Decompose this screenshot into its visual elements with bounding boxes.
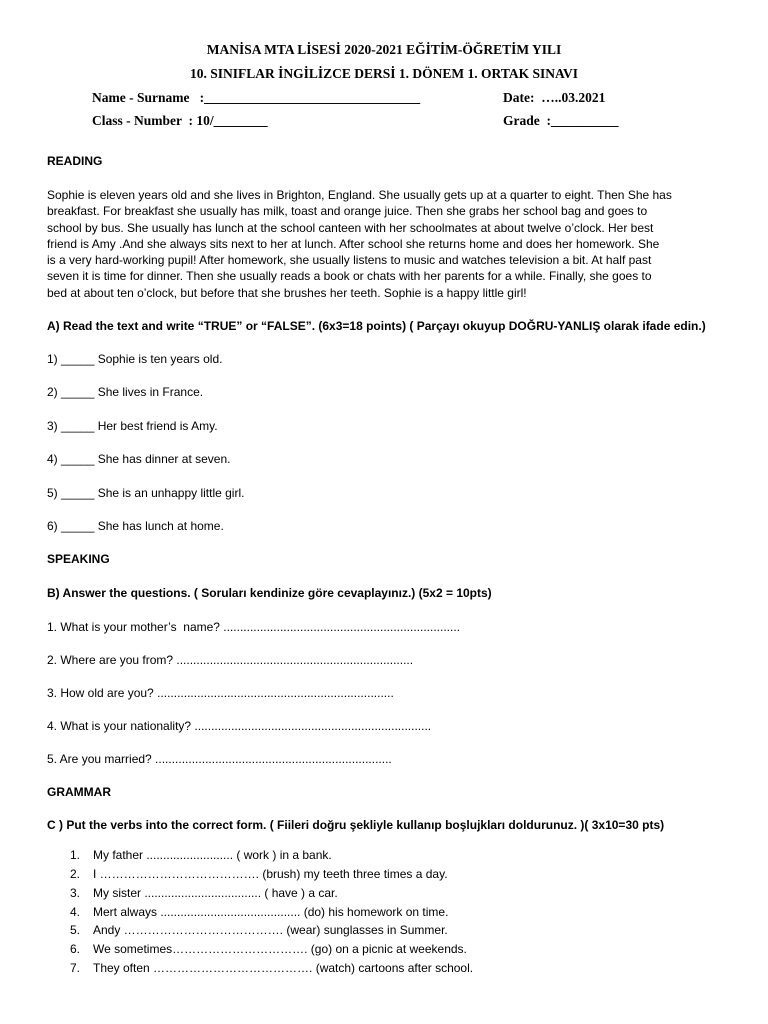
passage-line: is a very hard-working pupil! After homework, she usually listens to music and watches television a bit. At half past bbox=[47, 253, 652, 268]
exam-title: 10. SINIFLAR İNGİLİZCE DERSİ 1. DÖNEM 1. ORTAK SINAVI bbox=[190, 66, 578, 81]
passage-line: seven it is time for dinner. Then she usually reads a book or chats with her parents for a while. Finally, she goes to bbox=[47, 269, 652, 284]
grammar-item: We sometimes……………………………. (go) on a picnic at weekends. bbox=[93, 942, 467, 956]
grammar-item-number: 4. bbox=[69, 905, 80, 919]
grammar-item-number: 5. bbox=[69, 923, 80, 937]
grammar-item: My father .......................... ( work ) in a bank. bbox=[93, 848, 332, 862]
grammar-item: I …………………………………. (brush) my teeth three times a day. bbox=[93, 867, 448, 881]
speaking-question: 1. What is your mother’s name? ....................................................................... bbox=[47, 620, 461, 634]
passage-line: breakfast. For breakfast she usually has milk, toast and orange juice. Then she grabs her school bag and goes to bbox=[47, 204, 648, 219]
section-a-instruction: A) Read the text and write “TRUE” or “FALSE”. (6x3=18 points) ( Parçayı okuyup DOĞRU-YANLIŞ olarak ifade edin.) bbox=[47, 319, 706, 333]
name-surname-field: Name - Surname :________________________________ bbox=[92, 90, 421, 105]
passage-line: friend is Amy .And she always sits next to her at lunch. After school she returns home and does her homework. She bbox=[47, 236, 660, 251]
section-b-instruction: B) Answer the questions. ( Soruları kendinize göre cevaplayınız.) (5x2 = 10pts) bbox=[47, 586, 492, 600]
passage-line: Sophie is eleven years old and she lives in Brighton, England. She usually gets up at a quarter to eight. Then She has bbox=[47, 188, 672, 202]
class-number-field: Class - Number : 10/________ bbox=[92, 113, 268, 128]
grade-field: Grade :__________ bbox=[503, 113, 619, 128]
school-title: MANİSA MTA LİSESİ 2020-2021 EĞİTİM-ÖĞRETİM YILI bbox=[206, 42, 562, 57]
grammar-item-number: 1. bbox=[69, 848, 80, 862]
grammar-item-number: 3. bbox=[69, 886, 80, 900]
grammar-item-number: 7. bbox=[69, 961, 80, 975]
speaking-question: 4. What is your nationality? ....................................................................... bbox=[47, 719, 432, 733]
grammar-item: Mert always .......................................... (do) his homework on time. bbox=[93, 905, 449, 919]
grammar-item-number: 6. bbox=[69, 942, 80, 956]
true-false-item: 3) _____ Her best friend is Amy. bbox=[47, 419, 218, 433]
true-false-item: 2) _____ She lives in France. bbox=[47, 385, 204, 399]
grammar-item-number: 2. bbox=[69, 867, 80, 881]
passage-line: school by bus. She usually has lunch at the school canteen with her schoolmates at about twelve o’clock. Her best bbox=[47, 220, 654, 235]
true-false-item: 4) _____ She has dinner at seven. bbox=[47, 452, 231, 466]
speaking-question: 3. How old are you? ....................................................................... bbox=[47, 686, 394, 700]
reading-heading: READING bbox=[47, 154, 103, 168]
true-false-item: 5) _____ She is an unhappy little girl. bbox=[47, 486, 245, 500]
speaking-question: 5. Are you married? ....................................................................... bbox=[47, 752, 392, 766]
speaking-question: 2. Where are you from? ....................................................................... bbox=[47, 653, 414, 667]
true-false-item: 6) _____ She has lunch at home. bbox=[47, 519, 224, 533]
date-field: Date: …..03.2021 bbox=[503, 90, 606, 105]
grammar-heading: GRAMMAR bbox=[47, 785, 111, 799]
true-false-item: 1) _____ Sophie is ten years old. bbox=[47, 352, 223, 366]
reading-passage bbox=[47, 187, 727, 301]
grammar-item: Andy …………………………………. (wear) sunglasses in Summer. bbox=[93, 923, 448, 937]
section-c-instruction: C ) Put the verbs into the correct form. ( Fiileri doğru şekliyle kullanıp boşlujkları doldurunuz. )( 3x10=30 pts) bbox=[47, 818, 665, 832]
grammar-item: They often …………………………………. (watch) cartoons after school. bbox=[93, 961, 474, 975]
grammar-item: My sister ................................... ( have ) a car. bbox=[93, 886, 338, 900]
speaking-heading: SPEAKING bbox=[47, 552, 110, 566]
passage-line: bed at about ten o’clock, but before that she brushes her teeth. Sophie is a happy little girl! bbox=[47, 285, 527, 300]
